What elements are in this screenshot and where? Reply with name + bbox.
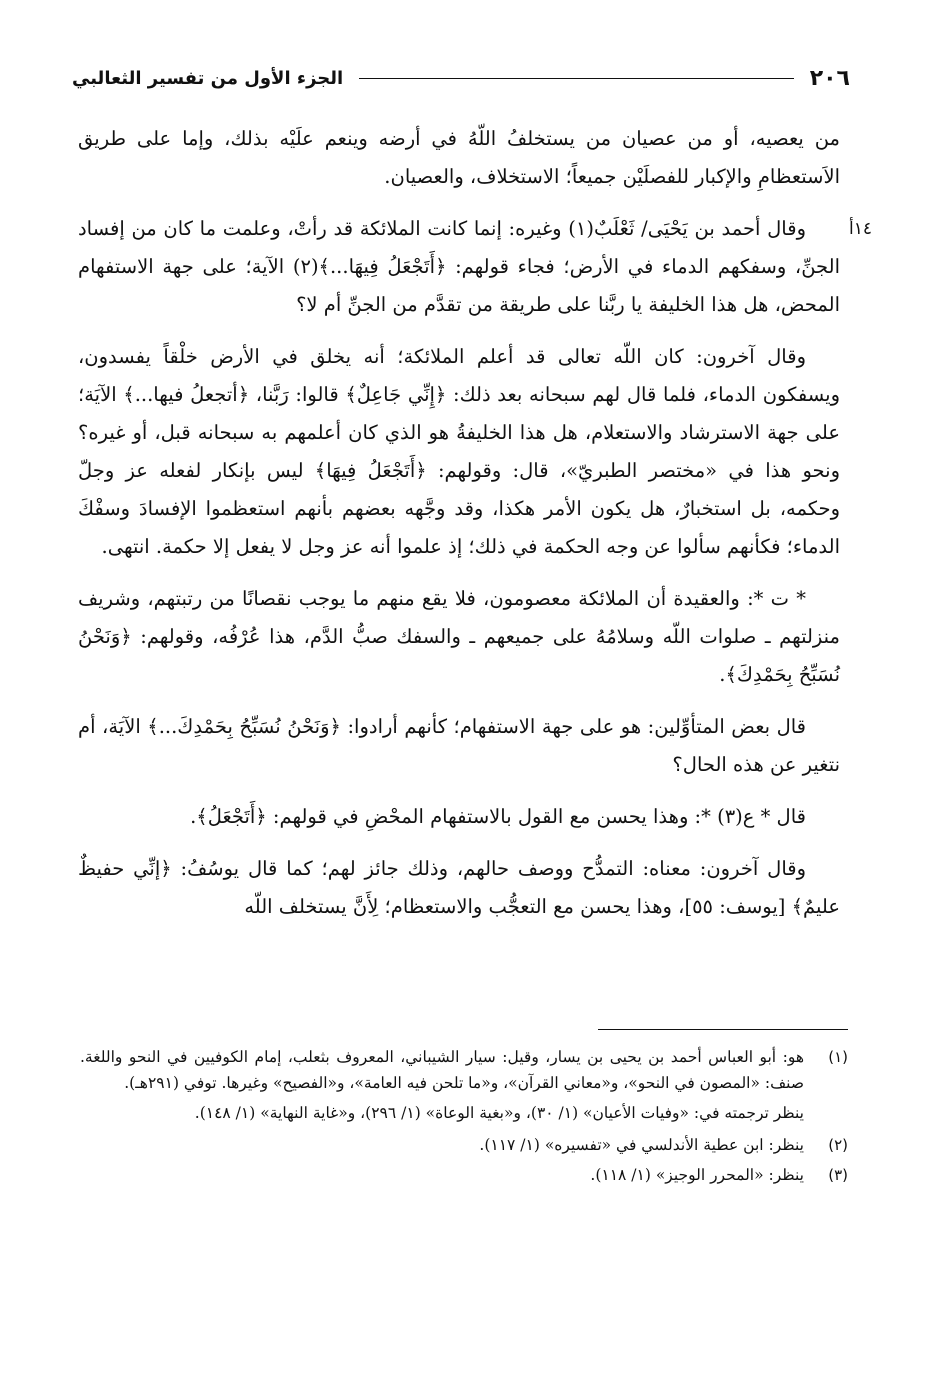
paragraph-5 (78, 708, 840, 784)
paragraph-text: قال * ع(٣) *: وهذا يحسن مع القول بالاستفهام المحْضِ في قولهم: ﴿أَتَجْعَلُ﴾. (190, 805, 806, 828)
footnote-1 (80, 1044, 848, 1096)
footnotes (80, 1044, 848, 1192)
footnote-number: (٣) (828, 1166, 848, 1184)
footnote-number: (١) (828, 1048, 848, 1066)
paragraph-2 (78, 210, 872, 324)
footnote-3 (80, 1162, 848, 1188)
footnote-2 (80, 1132, 848, 1158)
footnote-text: ينظر: ابن عطية الأندلسي في «تفسيره» (١/ ١١٧). (479, 1136, 804, 1154)
main-text (78, 120, 872, 940)
footnote-text: هو: أبو العباس أحمد بن يحيى بن يسار، وقيل: سيار الشيباني، المعروف بثعلب، إمام الكوفيين في النحو واللغة. صنف: «المصون في النحو»، و«معاني القرآن»، و«ما تلحن فيه العامة»، و«الفصيح» وغيرها. توفي (٢٩١هـ). (80, 1048, 804, 1092)
footnote-text: ينظر: «المحرر الوجيز» (١/ ١١٨). (590, 1166, 804, 1184)
paragraph-text: وقال آخرون: معناه: التمدُّح ووصف حالهم، وذلك جائز لهم؛ كما قال يوسُفُ: ﴿إنِّي حفيظٌ عليمٌ﴾ [يوسف: ٥٥]، وهذا يحسن مع التعجُّب والاستعظام؛ لِأَنَّ يستخلف اللّه (78, 857, 840, 918)
paragraph-6 (78, 798, 840, 836)
paragraph-text: من يعصيه، أو من عصيان من يستخلفُ اللّهُ في أرضه وينعم علَيْه بذلك، وإما على طريق الاَستعظامِ والإكبار للفصلَيْن جميعاً؛ الاستخلاف، والعصيان. (78, 127, 840, 188)
paragraph-1 (78, 120, 840, 196)
footnote-separator (598, 1029, 848, 1030)
paragraph-3 (78, 338, 840, 566)
page-number: ٢٠٦ (809, 65, 850, 91)
paragraph-text: * ت *: والعقيدة أن الملائكة معصومون، فلا يقع منهم ما يوجب نقصانًا من رتبتهم، وشريف منزلتهم ـ صلوات اللّه وسلامُهُ على جميعهم ـ والسفك صبُّ الدَّم، هذا عُرْفُه، وقولهم: ﴿وَنَحْنُ نُسَبِّحُ بِحَمْدِكَ﴾. (78, 587, 840, 686)
paragraph-7 (78, 850, 840, 926)
paragraph-text: قال بعض المتأوِّلين: هو على جهة الاستفهام؛ كأنهم أرادوا: ﴿وَنَحْنُ نُسَبِّحُ بِحَمْدِكَ...﴾ الآيَة، أم نتغير عن هذه الحال؟ (78, 715, 840, 776)
header-rule (359, 78, 794, 79)
footnote-1-sources: ينظر ترجمته في: «وفيات الأعيان» (١/ ٣٠)، و«بغية الوعاة» (١/ ٢٩٦)، و«غاية النهاية» (١/ ١٤٨). (194, 1104, 804, 1122)
paragraph-text: وقال أحمد بن يَحْيَى/ ثَعْلَبٌ(١) وغيره: إنما كانت الملائكة قد رأتْ، وعلمت ما كان من إفساد الجنِّ، وسفكهم الدماء في الأرض؛ فجاء قولهم: ﴿أَتَجْعَلُ فِيهَا...﴾(٢) الآية؛ على جهة الاستفهام المحض، هل هذا الخليفة يا ربَّنا على طريقة من تقدَّم من الجنِّ أم لا؟ (78, 217, 841, 316)
paragraph-4 (78, 580, 840, 694)
running-header (72, 58, 850, 98)
footnote-number: (٢) (828, 1136, 848, 1154)
paragraph-text: وقال آخرون: كان اللّه تعالى قد أعلم الملائكة؛ أنه يخلق في الأرض خلْقاً يفسدون، ويسفكون الدماء، فلما قال لهم سبحانه بعد ذلك: ﴿إِنِّي جَاعِلٌ﴾ قالوا: رَبَّنا، ﴿أتجعلُ فيها...﴾ الآيَة؛ على جهة الاسترشاد والاستعلام، هل هذا الخليفةُ هو الذي كان أعلمهم به سبحانه قبل، أو غيره؟ ونحو هذا في «مختصر الطبريّ»، قال: وقولهم: ﴿أَتَجْعَلُ فِيهَا﴾ ليس بإنكار لفعله عز وجلّ وحكمه، بل استخبارٌ، هل يكون الأمر هكذا، وقد وجَّهه بعضهم بأنهم استعظموا الإفسادَ وسفْكَ الدماء؛ فكأنهم سألوا عن وجه الحكمة في ذلك؛ إذ علموا أنه عز وجل لا يفعل إلا حكمة. انتهى. (78, 345, 840, 558)
running-title: الجزء الأول من تفسير الثعالبي (72, 67, 344, 89)
margin-folio-reference: ١٤أ (849, 219, 872, 239)
